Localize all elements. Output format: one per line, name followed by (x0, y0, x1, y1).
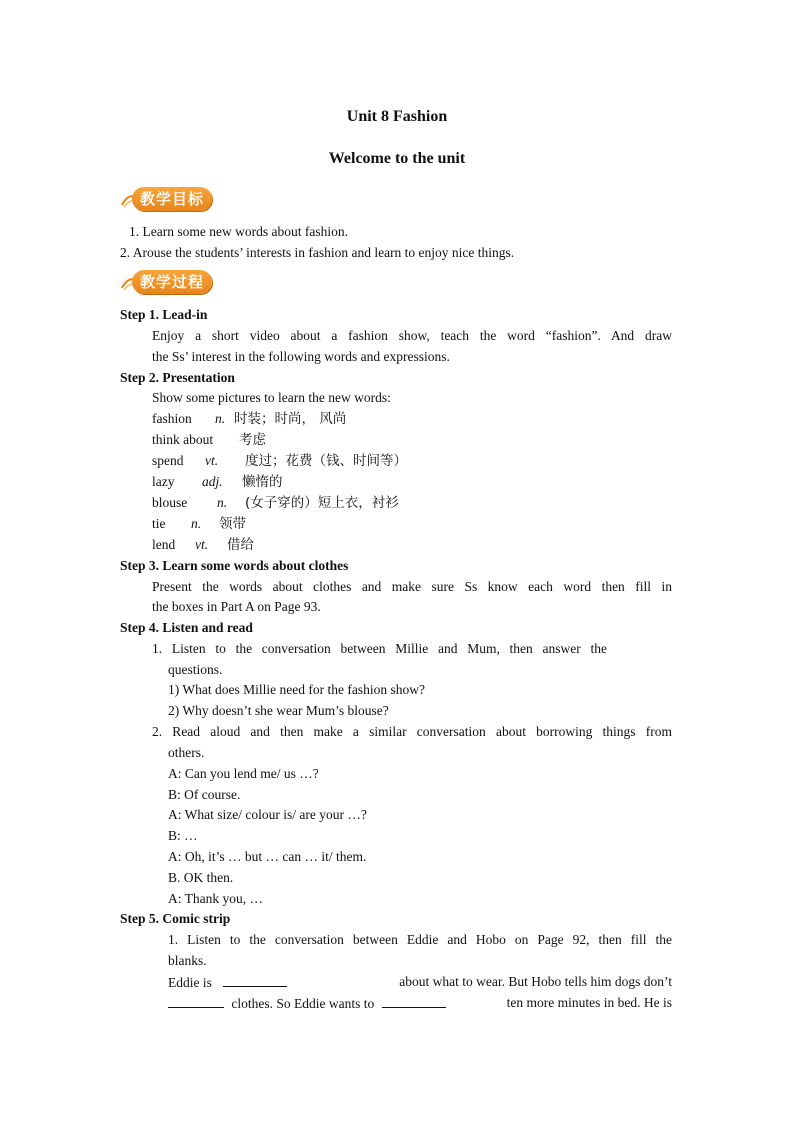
dialogue-line: B. OK then. (168, 870, 234, 885)
vocab-item (152, 536, 254, 554)
fill-blank-line-1 (168, 973, 672, 992)
step4-item1-line2: questions. (168, 662, 223, 677)
vocab-item (152, 431, 266, 449)
vocab-word: think about (152, 432, 214, 447)
fill-text: Eddie is (168, 975, 212, 990)
step4-item2-line2: others. (168, 745, 205, 760)
step5-item1-line1: 1. Listen to the conversation between Eddie and Hobo on Page 92, then fill the (168, 932, 672, 947)
vocab-meaning: (女子穿的）短上衣，衬衫 (245, 495, 399, 511)
objectives-badge (120, 187, 228, 213)
vocab-word: lazy (152, 474, 175, 489)
page-title: Unit 8 Fashion (346, 108, 448, 125)
step1-heading: Step 1. Lead-in (120, 307, 208, 322)
step4-item1-line1: 1. Listen to the conversation between Millie and Mum, then answer the (152, 641, 607, 656)
objectives-badge-label: 教学目标 (132, 187, 212, 211)
step1-line1: Enjoy a short video about a fashion show, teach the word “fashion”. And draw (152, 328, 672, 343)
vocab-pos: vt. (205, 453, 219, 468)
vocab-meaning: 懒惰的 (242, 474, 283, 490)
dialogue-line: A: Oh, it’s … but … can … it/ them. (168, 849, 367, 864)
vocab-word: blouse (152, 495, 188, 510)
step3-heading: Step 3. Learn some words about clothes (120, 558, 349, 573)
vocab-item (152, 515, 246, 533)
vocab-pos: adj. (202, 474, 223, 489)
vocab-meaning: 领带 (219, 516, 246, 532)
process-badge (120, 270, 228, 296)
step3-line2: the boxes in Part A on Page 93. (152, 599, 321, 614)
objective-1: 1. Learn some new words about fashion. (129, 224, 348, 239)
vocab-pos: n. (191, 516, 202, 531)
vocab-item (152, 410, 347, 428)
step5-item1-line2: blanks. (168, 953, 207, 968)
fill-blank-line-2 (168, 994, 672, 1013)
vocab-word: spend (152, 453, 184, 468)
vocab-pos: vt. (195, 537, 209, 552)
vocab-word: lend (152, 537, 176, 552)
dialogue-line: A: Thank you, … (168, 891, 263, 906)
dialogue-line: A: Can you lend me/ us …? (168, 766, 319, 781)
vocab-item (152, 452, 407, 470)
step4-question-2: 2) Why doesn’t she wear Mum’s blouse? (168, 703, 389, 718)
vocab-word: fashion (152, 411, 192, 426)
vocab-item (152, 494, 399, 512)
vocab-word: tie (152, 516, 166, 531)
vocab-meaning: 度过；花费（钱、时间等） (245, 453, 407, 469)
answer-blank[interactable] (223, 973, 287, 987)
fill-text: about what to wear. But Hobo tells him dogs don’t (399, 974, 672, 989)
step1-line2: the Ss’ interest in the following words and expressions. (152, 349, 450, 364)
step3-line1: Present the words about clothes and make sure Ss know each word then fill in (152, 579, 672, 594)
vocab-pos: n. (215, 411, 226, 426)
step2-heading: Step 2. Presentation (120, 370, 235, 385)
vocab-item (152, 473, 283, 491)
step2-intro: Show some pictures to learn the new words: (152, 390, 391, 405)
fill-text: ten more minutes in bed. He is (506, 995, 672, 1010)
vocab-meaning: 考虑 (239, 432, 266, 448)
vocab-pos: n. (217, 495, 228, 510)
vocab-meaning: 借给 (227, 537, 254, 553)
step4-heading: Step 4. Listen and read (120, 620, 253, 635)
vocab-meaning: 时装；时尚， 风尚 (234, 411, 347, 427)
dialogue-line: A: What size/ colour is/ are your …? (168, 807, 367, 822)
fill-text: clothes. So Eddie wants to (231, 996, 375, 1011)
process-badge-label: 教学过程 (132, 270, 212, 294)
dialogue-line: B: Of course. (168, 787, 241, 802)
step4-question-1: 1) What does Millie need for the fashion show? (168, 682, 425, 697)
dialogue-line: B: … (168, 828, 198, 843)
step4-item2-line1: 2. Read aloud and then make a similar conversation about borrowing things from (152, 724, 672, 739)
page-subtitle: Welcome to the unit (328, 150, 466, 167)
step5-heading: Step 5. Comic strip (120, 911, 231, 926)
answer-blank[interactable] (382, 994, 446, 1008)
answer-blank[interactable] (168, 994, 224, 1008)
objective-2: 2. Arouse the students’ interests in fashion and learn to enjoy nice things. (120, 245, 515, 260)
